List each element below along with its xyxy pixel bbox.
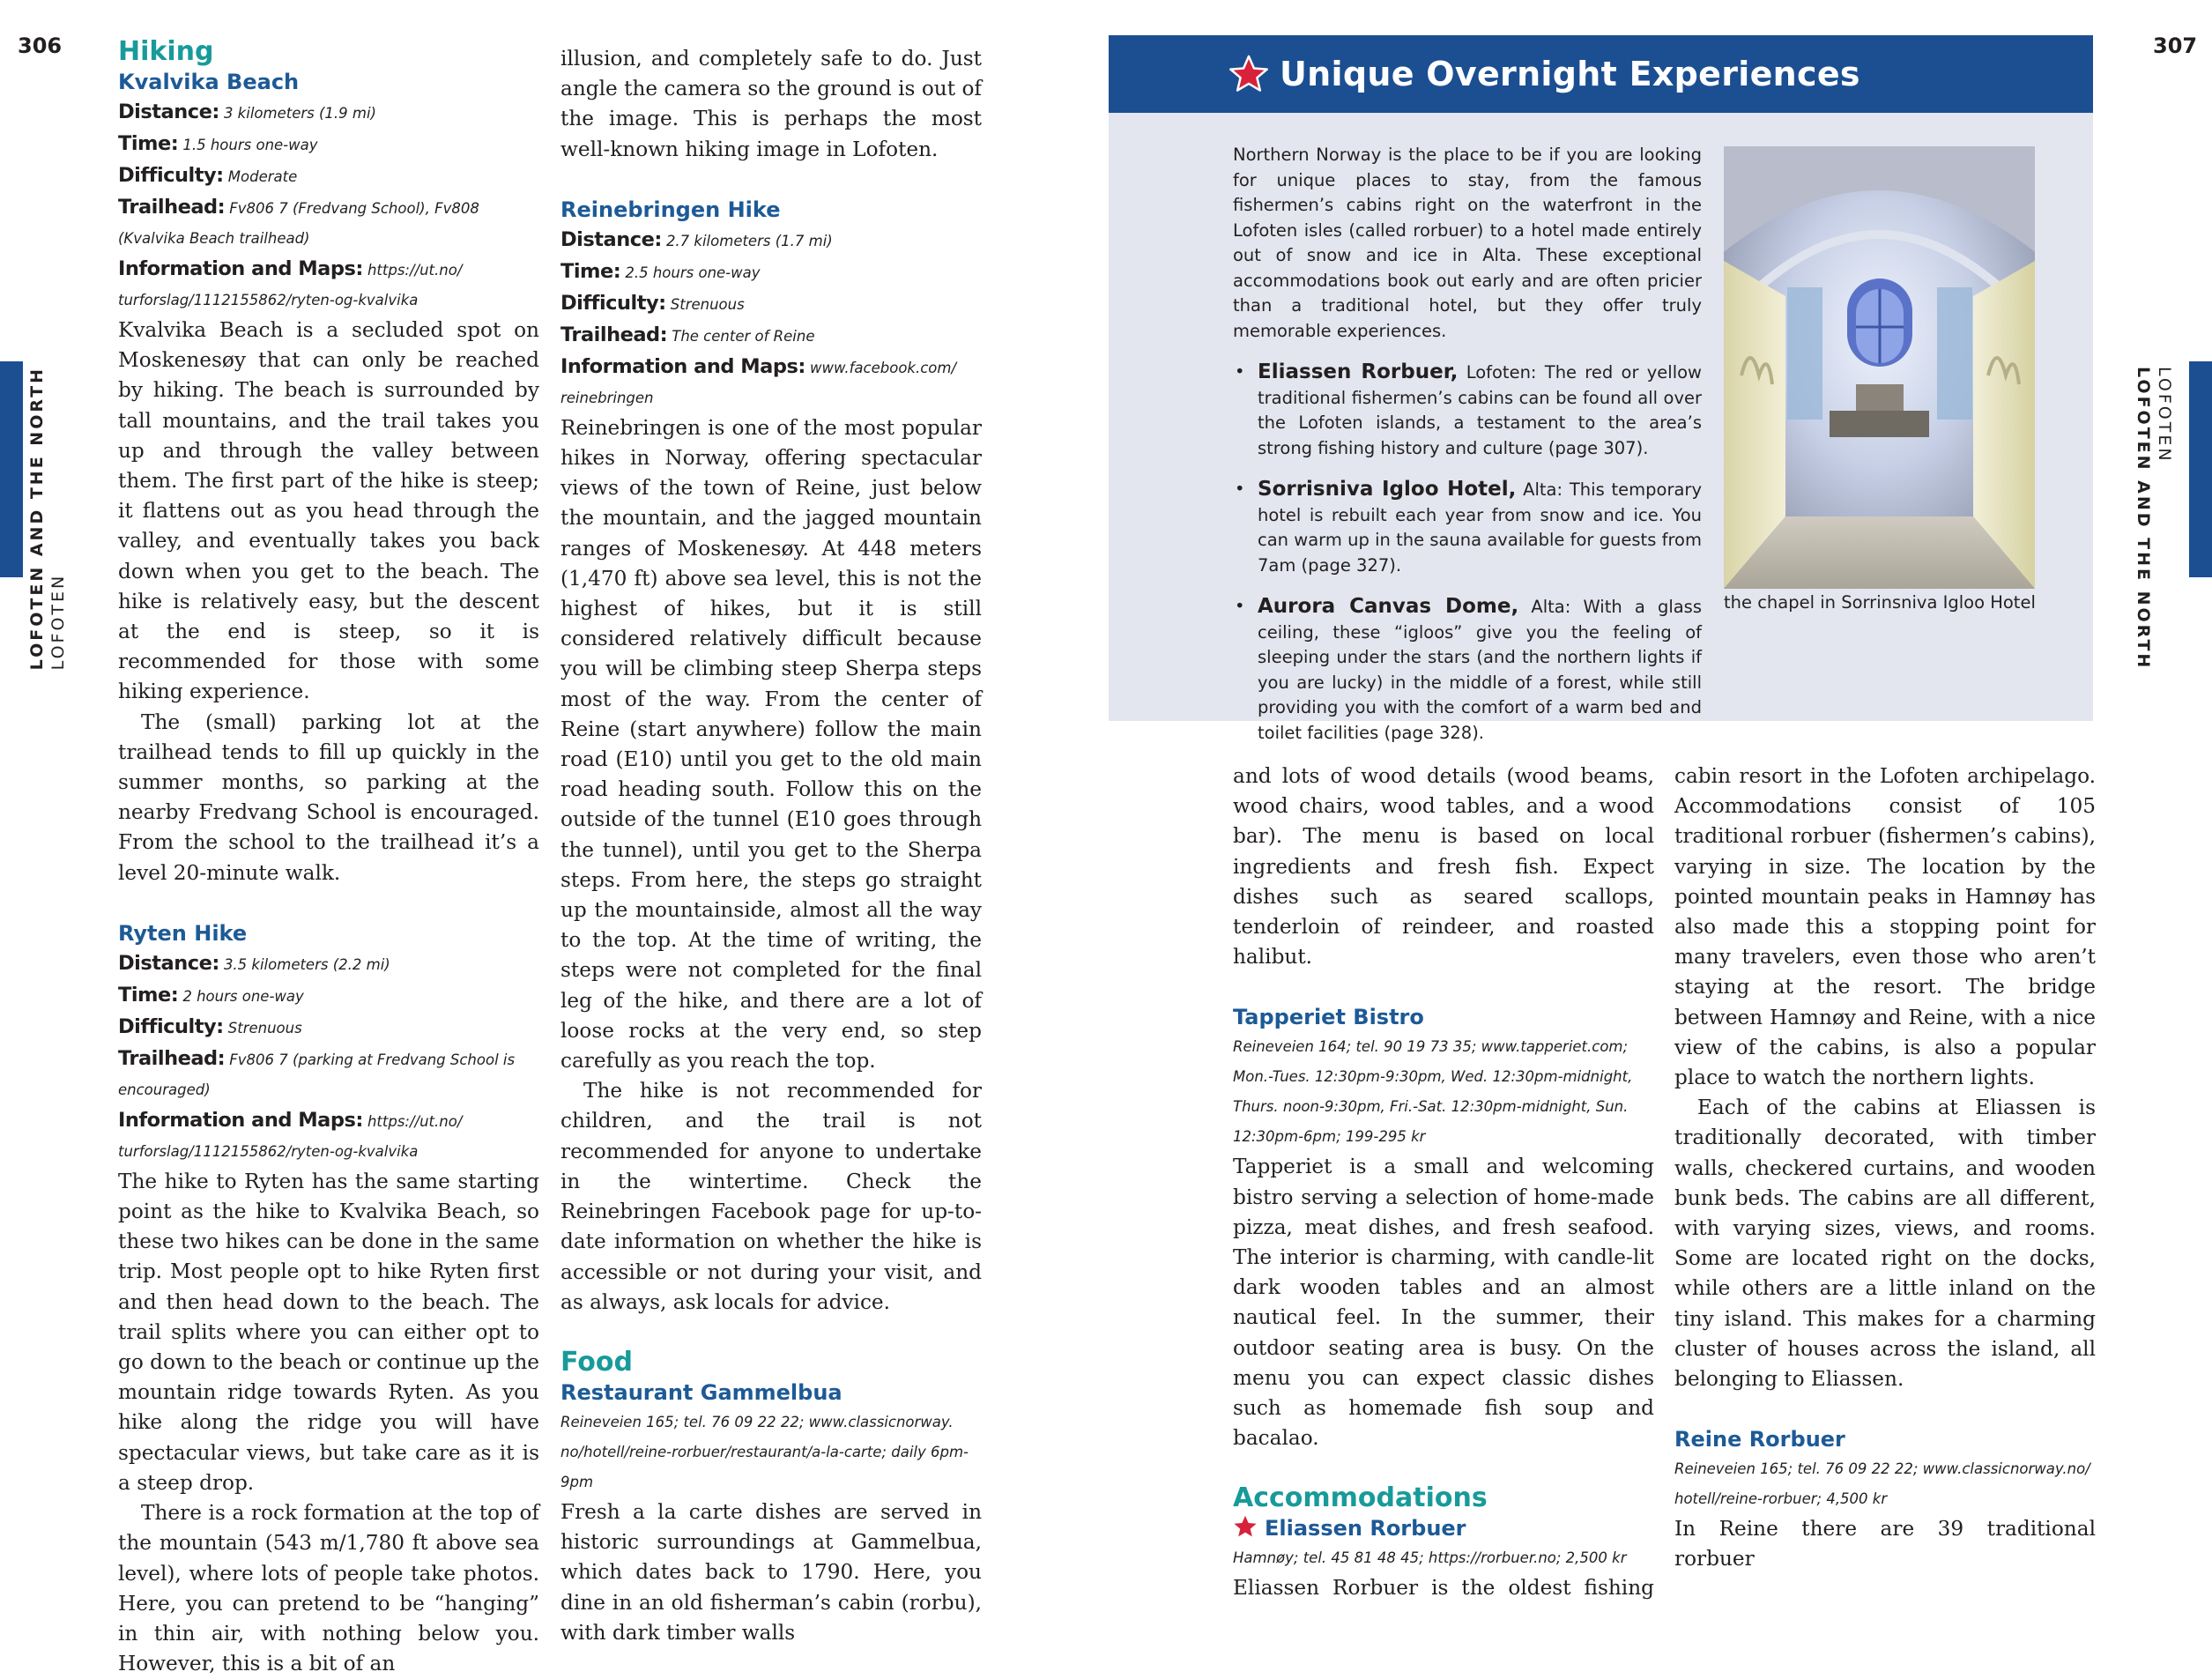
listing-info: Hamnøy; tel. 45 81 48 45; https://rorbuer.no; 2,500 kr (1233, 1549, 1627, 1567)
left-page-number: 306 (18, 33, 63, 58)
meta-info-maps: Information and Maps: https://ut.no/ turforslag/1112155862/ryten-og-kvalvika (118, 1108, 463, 1160)
photo-illustration (1724, 146, 2035, 589)
feature-text (1233, 143, 1702, 761)
body-paragraph: Fresh a la carte dishes are served in historic surroundings at Gammelbua, which dates back to 1790. Here, you dine in an old fisherman’s cabin (rorbu), with dark timber walls (560, 1499, 982, 1645)
feature-list-item: • Sorrisniva Igloo Hotel, Alta: This temporary hotel is rebuilt each year from snow and ice. You can warm up in the sauna available for guests from 7am (page 327). (1233, 477, 1702, 578)
right-column-1 (1233, 761, 1654, 1604)
listing-info: Reineveien 165; tel. 76 09 22 22; www.classicnorway.no/ hotell/reine-rorbuer; 4,500 kr (1674, 1460, 2090, 1508)
meta-info-maps: Information and Maps: https://ut.no/ turforslag/1112155862/ryten-og-kvalvika (118, 257, 463, 308)
body-paragraph: Kvalvika Beach is a secluded spot on Moskenesøy that can only be reached by hiking. The beach is surrounded by tall mountains, and the trail takes you up and through the valley between them. The first part of the hike is steep; it flattens out as you head through the valley, and eventually takes you back down when you get to the beach. The hike is relatively easy, but the descent at the end is steep, so it is recommended for those with some hiking experience. (118, 318, 539, 704)
photo-caption: the chapel in Sorrinsniva Igloo Hotel (1724, 592, 2036, 613)
meta-difficulty: Difficulty: Strenuous (560, 291, 745, 315)
igloo-chapel-photo (1724, 146, 2035, 589)
left-column-1 (118, 37, 539, 1679)
body-paragraph: The (small) parking lot at the trailhead tends to fill up quickly in the summer months, so parking at the nearby Fredvang School is encouraged. From the school to the trailhead it’s a level 20-minute walk. (118, 709, 539, 885)
meta-info-maps: Information and Maps: www.facebook.com/ reinebringen (560, 354, 957, 406)
listing-info: Reineveien 164; tel. 90 19 73 35; www.tapperiet.com; Mon.-Tues. 12:30pm-9:30pm, Wed. 12:30pm-midnight, Thurs. noon-9:30pm, Fri.-Sat. 12:30pm-midnight, Sun. 12:30pm-6pm; 199-295 kr (1233, 1038, 1633, 1146)
star-icon (1233, 1514, 1258, 1539)
left-side-tab (0, 361, 23, 577)
meta-distance: Distance: 3 kilometers (1.9 mi) (118, 100, 376, 123)
meta-distance: Distance: 3.5 kilometers (2.2 mi) (118, 951, 390, 975)
chapter-name: LOFOTEN AND THE NORTH (27, 367, 47, 671)
meta-time: Time: 2.5 hours one-way (560, 259, 761, 283)
feature-list-item: • Eliassen Rorbuer, Lofoten: The red or yellow traditional fishermen’s cabins can be found all over the Lofoten islands, a testament to the area’s strong fishing history and culture (page 307). (1233, 360, 1702, 461)
meta-time: Time: 1.5 hours one-way (118, 132, 318, 155)
meta-trailhead: Trailhead: The center of Reine (560, 323, 815, 346)
section-heading-food: Food (560, 1346, 633, 1378)
meta-difficulty: Difficulty: Strenuous (118, 1014, 302, 1038)
feature-title: Unique Overnight Experiences (1280, 55, 1860, 93)
body-paragraph: cabin resort in the Lofoten archipelago. Accommodations consist of 105 traditional rorbuer (fishermen’s cabins), varying in size. The location by the pointed mountain peaks in Hamnøy has also made this a stopping point for many travelers, even those who aren’t staying at the resort. The bridge between Hamnøy and Reine, with a nice view of the cabins, is also a popular place to watch the northern lights. (1674, 764, 2096, 1090)
meta-trailhead: Trailhead: Fv806 7 (parking at Fredvang School is encouraged) (118, 1046, 516, 1098)
body-paragraph: The hike is not recommended for children, and the trail is not recommended for anyone to undertake in the wintertime. Check the Reinebringen Facebook page for up-to-date information on whether the hike is accessible or not during your visit, and as always, ask locals for advice. (560, 1079, 982, 1314)
body-paragraph: and lots of wood details (wood beams, wood chairs, wood tables, and a wood bar). The menu is based on local ingredients and fresh fish. Expect dishes such as seared scallops, tenderloin of reindeer, and roasted halibut. (1233, 764, 1654, 970)
body-paragraph: In Reine there are 39 traditional rorbuer (1674, 1517, 2096, 1571)
subheading-tapperiet-bistro: Tapperiet Bistro (1233, 1005, 1424, 1030)
feature-header (1109, 35, 2093, 113)
body-paragraph: Each of the cabins at Eliassen is traditionally decorated, with timber walls, checkered curtains, and wooden bunk beds. The cabins are all different, with varying sizes, views, and rooms. Some are located right on the docks, while others are a little inland on the tiny island. This makes for a charming cluster of houses across the island, all belonging to Eliassen. (1674, 1096, 2096, 1392)
meta-trailhead: Trailhead: Fv806 7 (Fredvang School), Fv808 (Kvalvika Beach trailhead) (118, 196, 479, 247)
body-paragraph: Eliassen Rorbuer is the oldest fishing (1233, 1576, 1654, 1601)
star-icon (1228, 54, 1269, 94)
section-heading-accommodations: Accommodations (1233, 1482, 1488, 1514)
chapter-name: LOFOTEN AND THE NORTH (2134, 367, 2153, 671)
meta-time: Time: 2 hours one-way (118, 983, 304, 1007)
body-paragraph: The hike to Ryten has the same starting point as the hike to Kvalvika Beach, so these two hikes can be done in the same trip. Most people opt to hike Ryten first and then head down to the beach. The trail splits where you can either opt to go down to the beach or continue up the mountain ridge towards Ryten. As you hike along the ridge you will have spectacular views, but take care as it is a steep drop. (118, 1169, 539, 1495)
meta-difficulty: Difficulty: Moderate (118, 164, 298, 187)
body-paragraph: There is a rock formation at the top of the mountain (543 m/1,780 ft above sea level), where lots of people take photos. Here, you can pretend to be “hanging” in thin air, with nothing below you. However, this is a bit of an (118, 1501, 539, 1676)
meta-distance: Distance: 2.7 kilometers (1.7 mi) (560, 227, 833, 251)
section-name: LOFOTEN (48, 573, 68, 671)
left-side-label (26, 367, 69, 670)
left-column-2 (560, 44, 982, 1648)
subheading-reinebringen-hike: Reinebringen Hike (560, 197, 781, 222)
subheading-kvalvika-beach: Kvalvika Beach (118, 70, 300, 94)
subheading-ryten-hike: Ryten Hike (118, 920, 248, 946)
section-name: LOFOTEN (2155, 367, 2174, 464)
feature-intro: Northern Norway is the place to be if you are looking for unique places to stay, from the famous fishermen’s cabins right on the waterfront in the Lofoten isles (called rorbuer) to a hotel made entirely out of snow and ice in Alta. These exceptional accommodations book out early and are often pricier than a traditional hotel, but they offer truly memorable experiences. (1233, 145, 1702, 341)
listing-info: Reineveien 165; tel. 76 09 22 22; www.classicnorway. no/hotell/reine-rorbuer/restaurant/a-la-carte; daily 6pm-9pm (560, 1413, 969, 1490)
section-heading-hiking: Hiking (118, 36, 214, 67)
right-side-label (2133, 367, 2175, 670)
subheading-reine-rorbuer: Reine Rorbuer (1674, 1427, 1845, 1452)
body-paragraph: Tapperiet is a small and welcoming bistro serving a selection of home-made pizza, meat dishes, and fresh seafood. The interior is charming, with candle-lit dark wooden tables and an almost nautical feel. In the summer, their outdoor seating area is busy. On the menu you can expect classic dishes such as homemade fish soup and bacalao. (1233, 1155, 1654, 1451)
body-paragraph: Reinebringen is one of the most popular hikes in Norway, offering spectacular views of the town of Reine, just below the mountain, and the jagged mountain ranges of Moskenesøy. At 448 meters (1,470 ft) above sea level, this is not the highest of hikes, but it is still considered relatively difficult because you will be climbing steep Sherpa steps most of the way. From the center of Reine (start anywhere) follow the main road (E10) until you get to the old main road heading south. Follow this on the outside of the tunnel (E10 goes through the tunnel), until you get to the Sherpa steps. From here, the steps go straight up the mountainside, almost all the way to the top. At the time of writing, the steps were not completed for the final leg of the hike, and there are a lot of loose rocks at the very end, so step carefully as you reach the top. (560, 415, 982, 1074)
subheading-restaurant-gammelbua: Restaurant Gammelbua (560, 1379, 842, 1405)
right-column-2 (1674, 761, 2096, 1575)
feature-list (1233, 360, 1702, 746)
body-paragraph: illusion, and completely safe to do. Just angle the camera so the ground is out of the image. This is perhaps the most well-known hiking image in Lofoten. (560, 47, 982, 161)
right-side-tab (2189, 361, 2212, 577)
right-page-number: 307 (2153, 33, 2198, 58)
subheading-eliassen-rorbuer: Eliassen Rorbuer (1233, 1513, 1654, 1543)
feature-list-item: • Aurora Canvas Dome, Alta: With a glass ceiling, these “igloos” give you the feeling of sleeping under the stars (and the northern lights if you are lucky) in the middle of a forest, while still providing you with the comfort of a warm bed and toilet facilities (page 328). (1233, 594, 1702, 746)
